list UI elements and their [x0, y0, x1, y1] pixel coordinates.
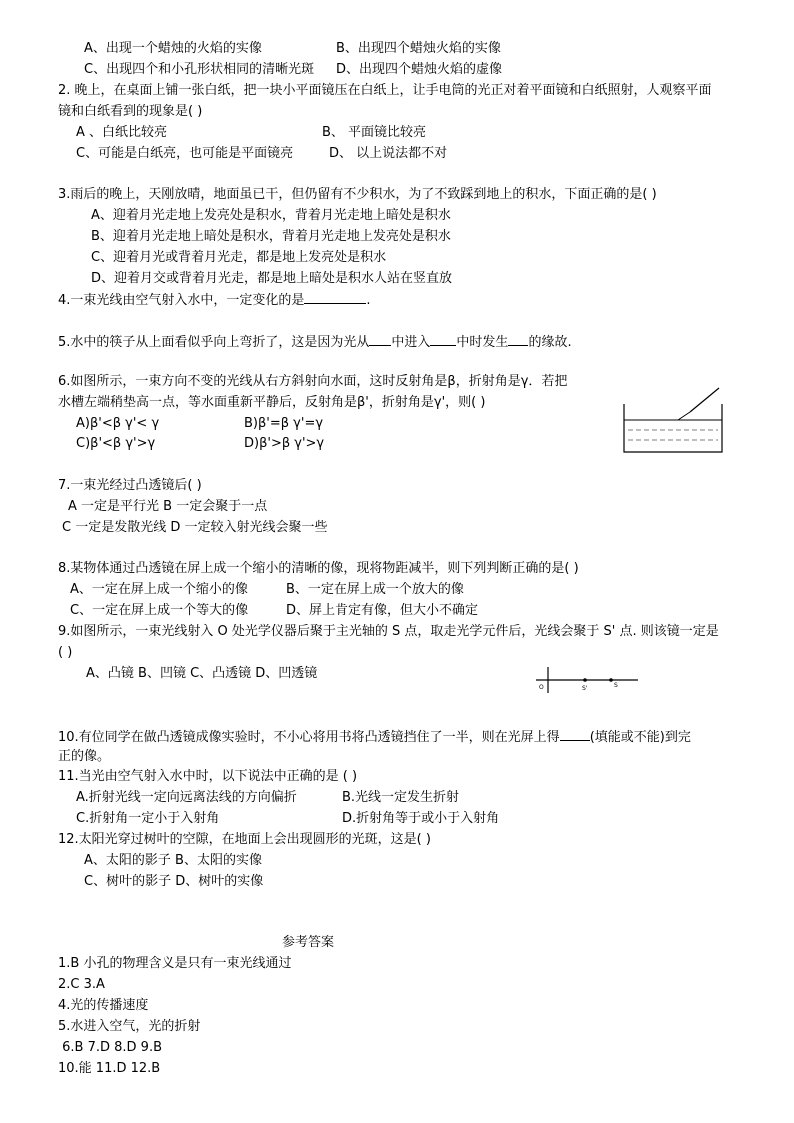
q9-stem-line-1: 9.如图所示，一束光线射入 O 处光学仪器后聚于主光轴的 S 点，取走光学元件后，光线会聚于 S' 点. 则该镜一定是: [58, 624, 719, 639]
answer-line-1: 1.B 小孔的物理含义是只有一束光线通过: [58, 956, 292, 971]
q4-blank[interactable]: [304, 291, 366, 304]
answer-line-2: 2.C 3.A: [58, 977, 105, 992]
answer-line-6: 10.能 11.D 12.B: [58, 1061, 161, 1076]
label-s-prime: S': [582, 685, 588, 692]
q3-option-a: A、迎着月光走地上发亮处是积水，背着月光走地上暗处是积水: [91, 208, 451, 223]
point-s: [609, 678, 613, 682]
q2-option-a: A 、白纸比较亮: [76, 125, 168, 140]
q12-options-cd: C、树叶的影子 D、树叶的实像: [84, 874, 264, 889]
q8-option-a: A、一定在屏上成一个缩小的像: [70, 582, 248, 597]
q6-option-d: D)β'>β γ'>γ: [244, 436, 325, 451]
tank-outline: [624, 404, 722, 452]
q9-stem-line-2: ( ): [58, 645, 73, 660]
q5-blank-3[interactable]: [508, 333, 528, 346]
q12-options-ab: A、太阳的影子 B、太阳的实像: [84, 853, 262, 868]
q5-blank-1[interactable]: [369, 333, 391, 346]
q10-stem-line-1: [58, 728, 691, 746]
q10-text-1: 10.有位同学在做凸透镜成像实验时，不小心将用书将凸透镜挡住了一半，则在光屏上得: [58, 730, 560, 745]
q2-option-b: B、 平面镜比较亮: [322, 125, 427, 140]
q7-stem: 7.一束光经过凸透镜后( ): [58, 478, 202, 493]
q5-blank-2[interactable]: [430, 333, 456, 346]
q3-option-d: D、迎着月交或背着月光走，都是地上暗处是积水人站在竖直放: [91, 271, 453, 286]
q9-options: A、凸镜 B、凹镜 C、凸透镜 D、凹透镜: [86, 666, 318, 681]
q5-text-1: 5.水中的筷子从上面看似乎向上弯折了，这是因为光从: [58, 335, 370, 350]
q1-option-b: B、出现四个蜡烛火焰的实像: [336, 41, 501, 56]
q6-option-b: B)β'=β γ'=γ: [244, 416, 324, 431]
q1-option-d: D、出现四个蜡烛火焰的虚像: [336, 62, 503, 77]
answer-line-4: 5.水进入空气，光的折射: [58, 1019, 201, 1034]
label-s: S: [614, 682, 618, 689]
q4-stem: [58, 291, 371, 309]
q11-option-d: D.折射角等于或小于入射角: [342, 811, 500, 826]
q7-options-ab: A 一定是平行光 B 一定会聚于一点: [68, 499, 268, 514]
q11-stem: 11.当光由空气射入水中时，以下说法中正确的是 ( ): [58, 769, 358, 784]
incident-ray-end: [678, 412, 690, 420]
q12-stem: 12.太阳光穿过树叶的空隙，在地面上会出现圆形的光斑，这是( ): [58, 832, 431, 847]
answers-title: 参考答案: [282, 935, 335, 950]
q2-option-c: C、可能是白纸亮，也可能是平面镜亮: [76, 146, 294, 161]
q1-option-c: C、出现四个和小孔形状相同的清晰光斑: [84, 62, 315, 77]
q6-stem-line-2: 水槽左端稍垫高一点，等水面重新平静后，反射角是β'，折射角是γ'，则( ): [58, 395, 486, 410]
q10-blank[interactable]: [560, 728, 590, 741]
q11-option-c: C.折射角一定小于入射角: [76, 811, 220, 826]
q8-stem: 8.某物体通过凸透镜在屏上成一个缩小的清晰的像，现将物距减半，则下列判断正确的是( ): [58, 561, 579, 576]
q4-stem-text: 4.一束光线由空气射入水中，一定变化的是: [58, 293, 305, 308]
point-s-prime: [583, 678, 587, 682]
q5-text-2: 中进入: [391, 335, 431, 350]
q10-stem-line-2: 正的像。: [58, 749, 111, 764]
q5-stem: [58, 333, 572, 351]
q3-stem: 3.雨后的晚上，天刚放晴，地面虽已干，但仍留有不少积水，为了不致踩到地上的积水，下面正确的是( ): [58, 187, 657, 202]
q2-option-d: D、 以上说法都不对: [329, 146, 448, 161]
answer-line-3: 4.光的传播速度: [58, 998, 149, 1013]
q11-option-b: B.光线一定发生折射: [342, 790, 460, 805]
q11-option-a: A.折射光线一定向远离法线的方向偏折: [76, 790, 297, 805]
q2-stem-line-1: 2. 晚上，在桌面上铺一张白纸，把一块小平面镜压在白纸上，让手电筒的光正对着平面镜和白纸照射，人观察平面: [58, 83, 712, 98]
q3-option-b: B、迎着月光走地上暗处是积水，背着月光走地上发亮处是积水: [91, 229, 451, 244]
answer-line-5: 6.B 7.D 8.D 9.B: [58, 1040, 162, 1055]
q8-option-d: D、屏上肯定有像，但大小不确定: [286, 603, 479, 618]
q6-option-a: A)β'<β γ'< γ: [76, 416, 160, 431]
q1-option-a: A、出现一个蜡烛的火焰的实像: [84, 41, 262, 56]
q6-stem-line-1: 6.如图所示，一束方向不变的光线从右方斜射向水面，这时反射角是β，折射角是γ．若把: [58, 374, 568, 389]
q3-option-c: C、迎着月光或背着月光走，都是地上发亮处是积水: [91, 250, 387, 265]
q9-optics-figure: [534, 664, 642, 696]
label-o: O: [539, 684, 544, 691]
q10-text-2: (填能或不能)到完: [589, 730, 691, 745]
q8-option-c: C、一定在屏上成一个等大的像: [70, 603, 249, 618]
q4-stem-end: .: [366, 293, 371, 308]
q6-water-tank-figure: [618, 384, 730, 456]
q2-stem-line-2: 镜和白纸看到的现象是( ): [58, 104, 203, 119]
q8-option-b: B、一定在屏上成一个放大的像: [286, 582, 464, 597]
incident-ray: [690, 388, 719, 412]
q5-text-4: 的缘故.: [528, 335, 572, 350]
q7-options-cd: C 一定是发散光线 D 一定较入射光线会聚一些: [62, 520, 328, 535]
q6-option-c: C)β'<β γ'>γ: [76, 436, 156, 451]
q5-text-3: 中时发生: [456, 335, 509, 350]
